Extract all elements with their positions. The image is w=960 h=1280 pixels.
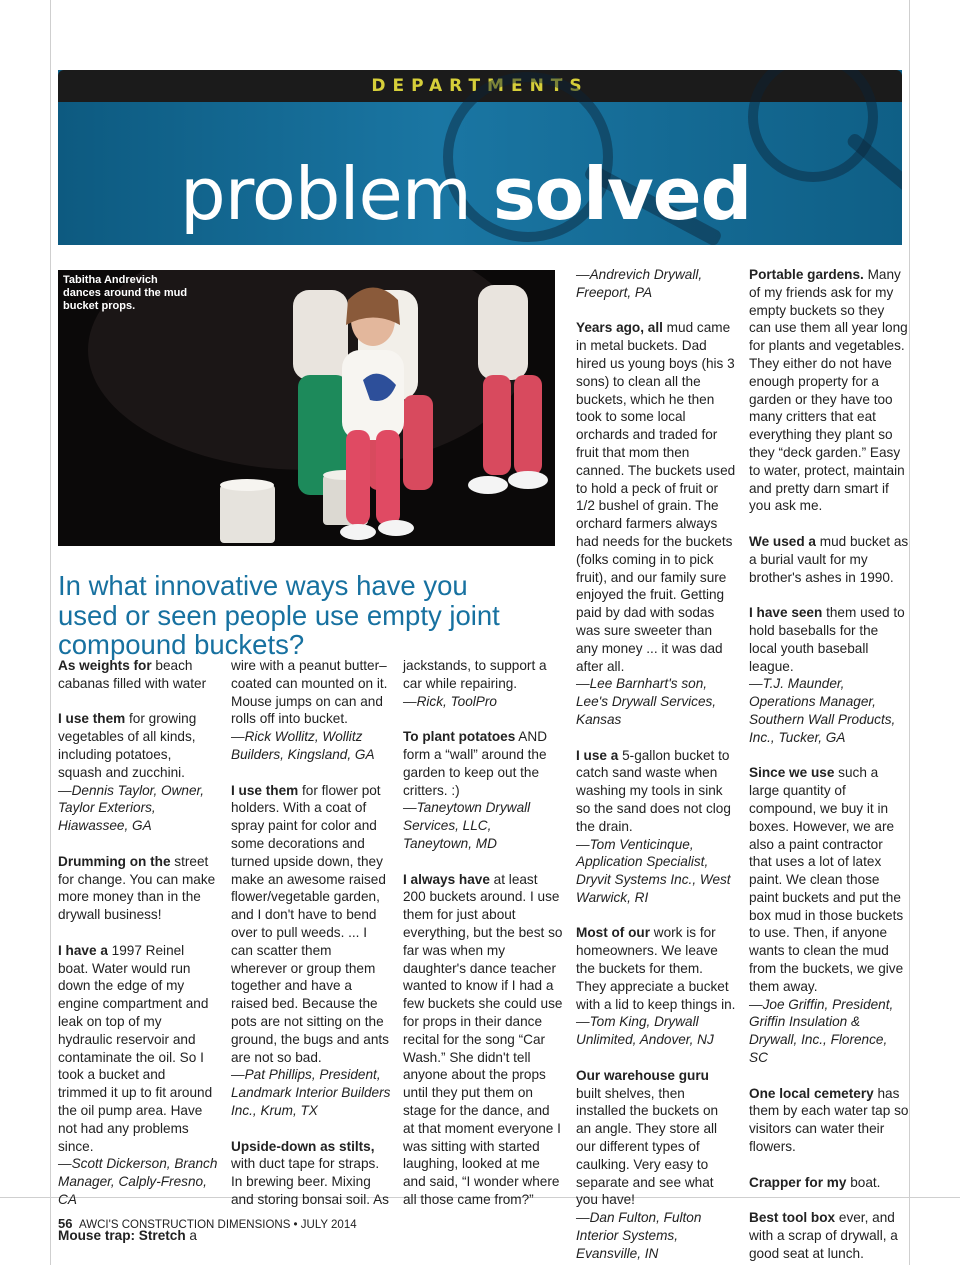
publication-info: AWCI'S CONSTRUCTION DIMENSIONS • JULY 2014 [79, 1219, 357, 1231]
response-body: ever, and with a scrap of drywall, a good seat at lunch. [749, 1210, 898, 1261]
response-entry [749, 1174, 909, 1192]
response-entry [749, 266, 909, 515]
response-lead: I use them [58, 711, 126, 727]
text-column-4 [576, 266, 736, 1280]
response-body: mud bucket as a burial vault for my brother's ashes in 1990. [749, 533, 909, 585]
department-banner [58, 70, 902, 245]
response-body: 1997 Reinel boat. Water would run down the edge of my engine compartment and leak on top of my hydraulic reservoir and contaminate the oil. So I took a bucket and trimmed it up to fit around the oil pump area. Have not had any problems since. [58, 942, 213, 1154]
text-column-3 [403, 657, 563, 1227]
response-entry [403, 657, 563, 710]
response-attribution: —Rick Wollitz, Wollitz Builders, Kingsland, GA [231, 729, 375, 762]
response-body: Many of my friends ask for my empty buckets so they can use them all year long for plants and vegetables. They either do not have enough property for a garden or they have too many critters that eat everything they plant so they “deck garden.” Easy to water, protect, maintain and pretty darn smart if you ask me. [749, 267, 908, 514]
response-entry [749, 1085, 909, 1156]
page-number: 56 [58, 1216, 73, 1231]
banner-background [58, 102, 902, 245]
response-lead: Upside-down as stilts, [231, 1138, 375, 1154]
response-attribution: —Andrevich Drywall, Freeport, PA [576, 267, 703, 300]
response-body: a [185, 1227, 197, 1243]
response-entry [403, 728, 563, 853]
dance-photo [58, 270, 555, 546]
response-attribution: —Joe Griffin, President, Griffin Insulation & Drywall, Inc., Florence, SC [749, 996, 894, 1066]
response-entry [403, 871, 563, 1209]
response-lead: I use them [231, 782, 299, 798]
response-entry [576, 1067, 736, 1263]
department-label: DEPARTMENTS [371, 76, 589, 96]
response-attribution: —Pat Phillips, President, Landmark Interior Builders Inc., Krum, TX [231, 1067, 391, 1118]
response-entry [576, 266, 736, 302]
response-lead: To plant potatoes [403, 729, 516, 745]
photo-caption: Tabitha Andrevich dances around the mud bucket props. [63, 274, 188, 312]
response-lead: Crapper for my [749, 1174, 847, 1190]
response-attribution: —Tom King, Drywall Unlimited, Andover, NJ [576, 1014, 714, 1048]
response-body: mud came in metal buckets. Dad hired us young boys (his 3 sons) to clean all the buckets, which he then took to some local orchards and traded for fruit that mom then canned. The buckets used to hold a peck of fruit or 1/2 bushel of grain. The orchard farmers always had needs for the buckets (folks coming in to pick fruit), and our family sure enjoyed the fruit. Getting paid by dad with sodas was sure sweeter than any money ... it was dad after all. [576, 320, 736, 674]
response-body: with duct tape for straps. In brewing beer. Mixing and storing bonsai soil. As [231, 1156, 389, 1207]
response-entry [58, 942, 218, 1209]
response-lead: Our warehouse guru [576, 1067, 709, 1083]
response-body: beach cabanas filled with water [58, 658, 207, 691]
magnifier-handle-icon [845, 131, 902, 206]
text-column-5 [749, 266, 909, 1280]
response-entry [231, 657, 391, 764]
response-body: at least 200 buckets around. I use them for just about everything, but the best so far was when my daughter's dance teacher wanted to know if I had a few buckets she could use for props in their dance recital for the song “Car Wash.” She didn't tell anyone about the props until they put them on stage for the dance, and at that moment everyone I was sitting with started laughing, looked at me and said, “I wonder where all those came from?” [403, 871, 563, 1207]
response-entry [58, 710, 218, 835]
response-entry [58, 853, 218, 924]
page-margin-right-rule [909, 0, 910, 1265]
response-body: street for change. You can make more money than in the drywall business! [58, 853, 216, 923]
response-attribution: —Dennis Taylor, Owner, Taylor Exteriors, Hiawassee, GA [58, 782, 205, 834]
question-headline: In what innovative ways have you used or seen people use empty joint compound buckets? [58, 570, 500, 661]
response-lead: One local cemetery [749, 1085, 874, 1101]
page-title [180, 152, 752, 236]
response-body: built shelves, then installed the buckets on an angle. They store all our different types of caulking. Very easy to separate and see what you have! [576, 1085, 719, 1208]
response-attribution: —T.J. Maunder, Operations Manager, Southern Wall Products, Inc., Tucker, GA [749, 676, 896, 745]
response-entry [58, 657, 218, 693]
response-attribution: —Taneytown Drywall Services, LLC, Taneytown, MD [403, 800, 531, 851]
response-attribution: —Rick, ToolPro [403, 693, 497, 709]
response-entry [231, 1138, 391, 1209]
response-body: has them by each water tap so visitors can water their flowers. [749, 1085, 909, 1155]
response-entry [576, 319, 736, 728]
response-entry [231, 782, 391, 1120]
response-lead: I always have [403, 871, 490, 887]
response-entry [749, 1209, 909, 1262]
response-body: for growing vegetables of all kinds, including potatoes, squash and zucchini. [58, 711, 197, 780]
response-body: boat. [846, 1174, 881, 1190]
title-bold: solved [492, 152, 752, 236]
response-lead: We used a [749, 533, 816, 549]
text-column-1 [58, 657, 218, 1262]
magnifier-lens-icon [748, 70, 878, 182]
response-body: jackstands, to support a car while repairing. [403, 658, 547, 691]
response-entry [749, 533, 909, 586]
page-footer [58, 1216, 357, 1231]
response-lead: Mouse trap: Stretch [58, 1227, 186, 1243]
title-light: problem [180, 152, 471, 236]
response-entry [576, 924, 736, 1049]
text-column-2 [231, 657, 391, 1227]
response-lead: Drumming on the [58, 853, 171, 869]
response-attribution: —Tom Venticinque, Application Specialist, Dryvit Systems Inc., West Warwick, RI [576, 836, 731, 905]
response-attribution: —Dan Fulton, Fulton Interior Systems, Evansville, IN [576, 1210, 702, 1261]
response-entry [749, 764, 909, 1067]
response-lead: Most of our [576, 925, 650, 941]
page-margin-left-rule [50, 0, 51, 1265]
response-lead: Years ago, all [576, 320, 663, 336]
response-body: 5-gallon bucket to catch sand waste when washing my tools in sink so the sand does not clog the drain. [576, 747, 731, 834]
response-lead: I have seen [749, 605, 823, 621]
response-lead: Since we use [749, 765, 835, 781]
response-lead: As weights for [58, 658, 152, 673]
response-entry [576, 747, 736, 907]
response-body: such a large quantity of compound, we buy it in boxes. However, we are also a paint contractor that uses a lot of latex paint. We clean those paint buckets and put the box mud in those buckets to use. Then, if anyone wants to clean the mud from the buckets, we give them away. [749, 765, 904, 994]
response-body: wire with a peanut butter–coated can mounted on it. Mouse jumps on can and rolls off into bucket. [231, 658, 388, 727]
response-lead: I have a [58, 942, 108, 958]
response-attribution: —Lee Barnhart's son, Lee's Drywall Services, Kansas [576, 676, 717, 727]
response-body: AND form a “wall” around the garden to keep out the critters. :) [403, 729, 548, 798]
response-attribution: —Scott Dickerson, Branch Manager, Calply-Fresno, CA [58, 1156, 218, 1207]
response-body: for flower pot holders. With a coat of spray paint for color and some decorations and turned upside down, they make an awesome raised flower/vegetable garden, and I don't have to bend over to pull weeds. ... I can scatter them wherever or group them together and have a raised bed. Because the pots are not sitting on the ground, the bugs and ants are not so bad. [231, 782, 389, 1065]
response-lead: Best tool box [749, 1210, 836, 1226]
response-lead: Portable gardens. [749, 267, 864, 282]
response-body: work is for homeowners. We leave the buckets for them. They appreciate a bucket with a lid to keep things in. [576, 925, 736, 1012]
response-lead: I use a [576, 747, 619, 763]
response-body: them used to hold baseballs for the local youth baseball league. [749, 605, 905, 674]
response-entry [749, 604, 909, 746]
